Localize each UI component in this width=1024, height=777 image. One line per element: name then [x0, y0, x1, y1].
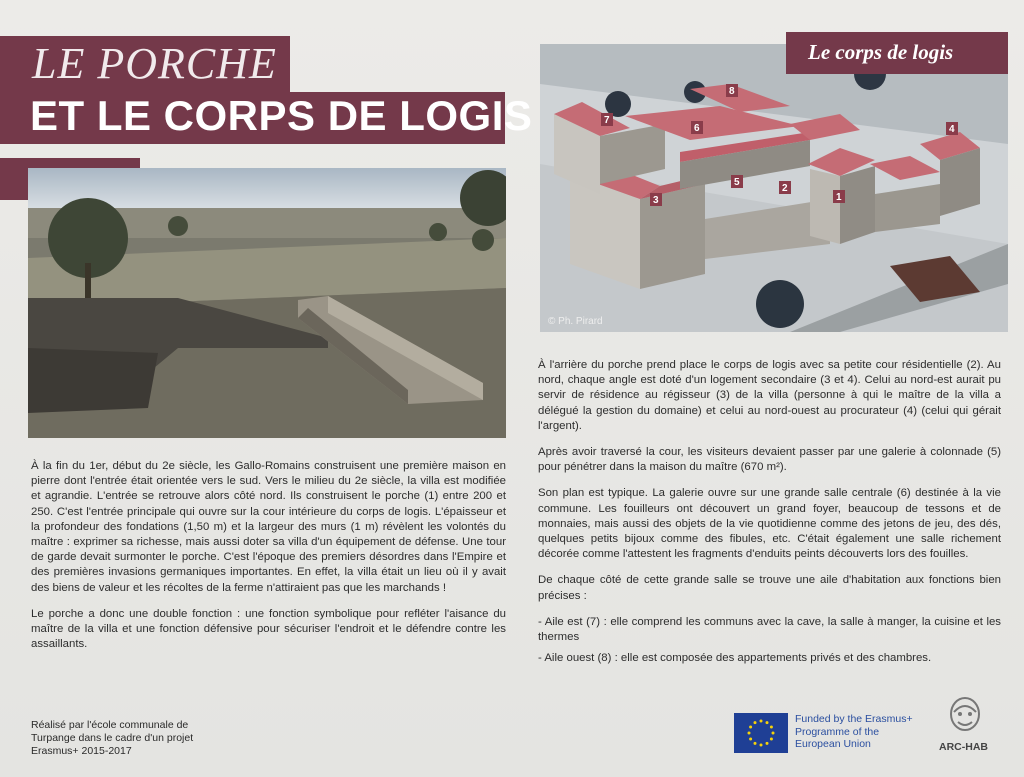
- plan-number-2: 2: [782, 183, 788, 194]
- school-credit: Réalisé par l'école communale de Turpange dans le cadre d'un projet Erasmus+ 2015-2017: [31, 719, 194, 757]
- porche-paragraph-2: Le porche a donc une double fonction : une fonction symbolique pour refléter l'aisance du maître de la villa et une fonction défensive pour sécuriser l'endroit et le défendre contre les assaillants.: [31, 607, 506, 651]
- porche-paragraph-1: À la fin du 1er, début du 2e siècle, les Gallo-Romains construisent une première maison en pierre dont l'entrée était orientée vers le sud. Vers le milieu du 2e siècle, la villa est modifiée et agrandie. L'entrée se retrouve alors côté nord. Ils construisent le porche (1) entre 200 et 250. C'est l'entrée principale qui ouvre sur la cour intérieure du corps de logis. L'épaisseur et la profondeur des fondations (1,50 m) et la largeur des murs (1 m) révèlent les volontés du maître : exprimer sa richesse, mais aussi doter sa villa d'un équipement de défense. Une tour de garde devait surmonter le porche. C'est l'époque des premiers désordres dans l'Empire et des premières invasions germaniques importantes. En effet, la villa était un lieu où il y avait des biens de valeur et les récoltes de la ferme n'attiraient pas que les marchands !: [31, 460, 506, 594]
- villa-reconstruction-image: [540, 44, 1008, 332]
- plan-number-1: 1: [836, 192, 842, 203]
- wing-east: - Aile est (7) : elle comprend les communs avec la cave, la salle à manger, la cuisine et les thermes: [538, 615, 1001, 644]
- ruins-photo: [28, 168, 506, 438]
- corps-paragraph-1: À l'arrière du porche prend place le corps de logis avec sa petite cour résidentielle (2). Au nord, chaque angle est doté d'un logement secondaire (3 et 4). Celui au nord-est aurait pu servir de résidence au régisseur (3) de la villa (personne à qui le maître de la villa a délégué la gestion du domaine) et celui au nord-ouest au procurateur (4) (celui qui gérait l'argent).: [538, 359, 1001, 432]
- corps-description: [538, 358, 1001, 672]
- arc-hab-label: ARC-HAB: [939, 741, 988, 753]
- corps-paragraph-2: Après avoir traversé la cour, les visiteurs devaient passer par une galerie à colonnade (5) pour pénétrer dans la maison du maître (670 m²).: [538, 446, 1001, 474]
- eu-flag-icon: [734, 713, 788, 753]
- corps-paragraph-3: Son plan est typique. La galerie ouvre sur une grande salle centrale (6) destinée à la vie commune. Les fouilleurs ont découvert un grand foyer, beaucoup de tessons et de monnaies, mais aussi des objets de la vie quotidienne comme des jetons de jeu, des dés, quelques petits bijoux comme des fibules, etc. C'était également une salle richement décorée comme l'attestent les fragments d'enduits peints découverts lors des fouilles.: [538, 487, 1001, 561]
- plan-number-4: 4: [949, 124, 955, 135]
- plan-number-8: 8: [729, 86, 735, 97]
- section-title-corps: Le corps de logis: [808, 40, 954, 64]
- arc-hab-logo-icon: [940, 692, 990, 742]
- photo-credit: © Ph. Pirard: [548, 316, 603, 327]
- porche-description: [31, 459, 506, 663]
- plan-number-7: 7: [604, 115, 610, 126]
- eu-funding-text: Funded by the Erasmus+ Programme of the European Union: [795, 713, 913, 750]
- corps-paragraph-4: De chaque côté de cette grande salle se trouve une aile d'habitation aux fonctions bien précises :: [538, 574, 1001, 602]
- wing-west: - Aile ouest (8) : elle est composée des appartements privés et des chambres.: [538, 652, 932, 665]
- plan-number-5: 5: [734, 177, 740, 188]
- title-line-2: ET LE CORPS DE LOGIS: [30, 92, 533, 139]
- plan-number-6: 6: [694, 123, 700, 134]
- title-line-1: LE PORCHE: [32, 39, 277, 88]
- section-banner-corps: [786, 32, 1008, 74]
- plan-number-3: 3: [653, 195, 659, 206]
- wings-list: [538, 615, 1001, 667]
